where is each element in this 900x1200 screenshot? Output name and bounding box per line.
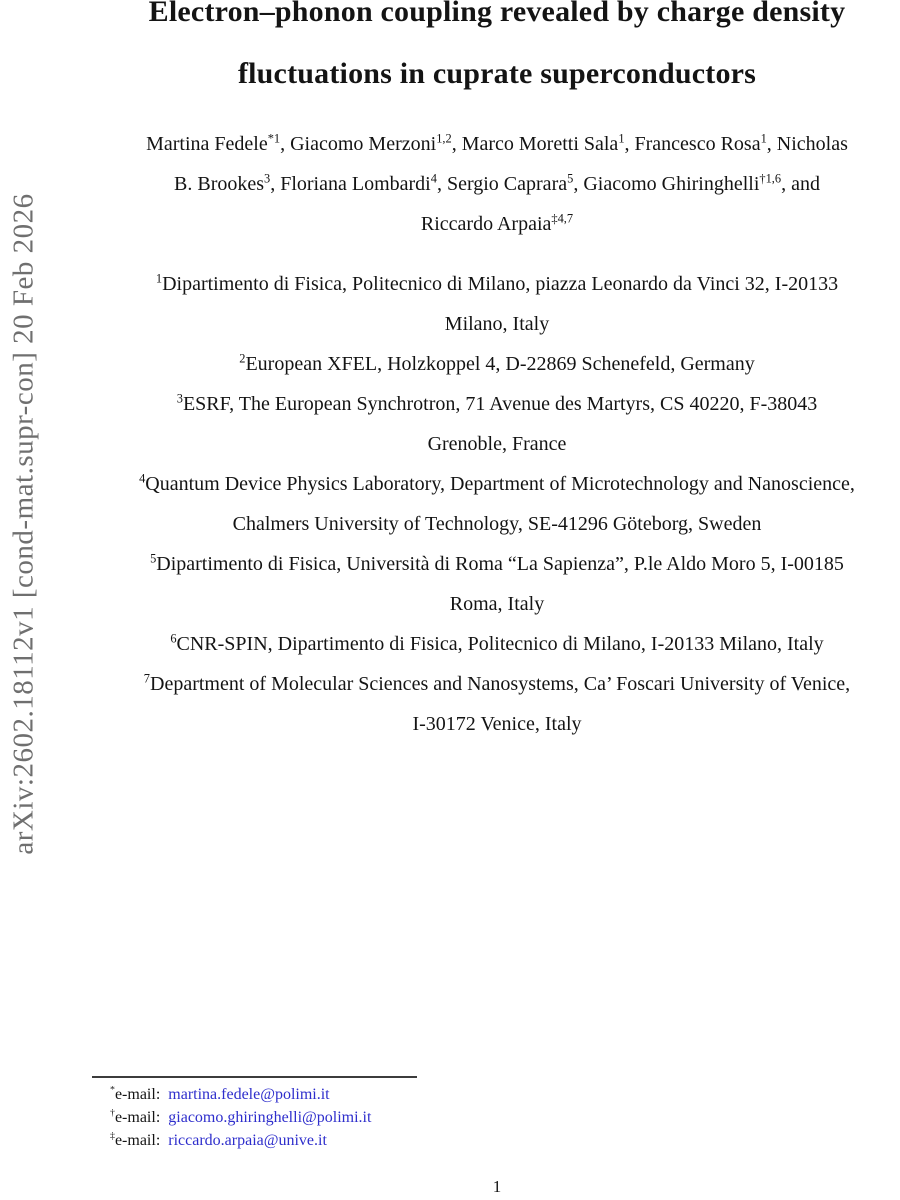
affiliation-text: ESRF, The European Synchrotron, 71 Avenue des Martyrs, CS 40220, F-38043 — [182, 393, 818, 415]
affiliation — [92, 664, 900, 704]
affiliation-sup: 2 — [239, 351, 246, 366]
author-name: , Marco Moretti Sala — [451, 133, 619, 155]
arxiv-watermark: arXiv:2602.18112v1 [cond-mat.supr-con] 20 Feb 2026 — [7, 193, 40, 855]
affiliation-sup: 5 — [150, 551, 157, 566]
footnote-marker: * — [110, 1084, 115, 1096]
email-link[interactable]: giacomo.ghiringhelli@polimi.it — [168, 1109, 372, 1126]
affiliation — [92, 264, 900, 304]
author-name: , Francesco Rosa — [624, 133, 761, 155]
footnote-block — [92, 1076, 612, 1152]
affiliation-continuation: I-30172 Venice, Italy — [412, 713, 582, 735]
title-line-1: Electron–phonon coupling revealed by charge density — [148, 0, 846, 28]
author-name: B. Brookes — [174, 173, 265, 195]
author-name: , Nicholas — [766, 133, 848, 155]
affiliation-text: Department of Molecular Sciences and Nanosystems, Ca’ Foscari University of Venice, — [150, 673, 851, 695]
author-sup: 4 — [430, 171, 437, 186]
footnote-marker: † — [110, 1107, 115, 1119]
footnote — [92, 1106, 612, 1129]
affiliation-continuation: Chalmers University of Technology, SE-41296 Göteborg, Sweden — [232, 513, 762, 535]
affiliation — [92, 344, 900, 384]
title-line-2: fluctuations in cuprate superconductors — [237, 57, 757, 90]
footnote — [92, 1083, 612, 1106]
email-link[interactable]: riccardo.arpaia@unive.it — [168, 1132, 327, 1149]
author-sup: 1 — [760, 131, 767, 146]
affiliation-continuation: Milano, Italy — [444, 313, 550, 335]
author-sup: ‡4,7 — [551, 211, 574, 226]
footnote-marker: ‡ — [110, 1130, 115, 1142]
author-name: , Sergio Caprara — [436, 173, 568, 195]
footnote — [92, 1129, 612, 1152]
affiliation-continuation: Grenoble, France — [427, 433, 567, 455]
footnote-label: e-mail: — [114, 1109, 161, 1126]
affiliation — [92, 544, 900, 584]
affiliation-continuation: Roma, Italy — [449, 593, 545, 615]
author-sup: †1,6 — [759, 171, 782, 186]
affiliation-sup: 1 — [155, 271, 163, 286]
email-link[interactable]: martina.fedele@polimi.it — [168, 1086, 330, 1103]
affiliation — [92, 624, 900, 664]
affiliation-sup: 4 — [139, 471, 146, 486]
paper-title — [92, 0, 900, 105]
author-line — [92, 124, 900, 164]
author-sup: 5 — [567, 171, 574, 186]
page-number: 1 — [492, 1177, 502, 1196]
footnote-label: e-mail: — [114, 1086, 161, 1103]
author-name: , and — [781, 173, 820, 195]
author-sup: 1,2 — [436, 131, 452, 146]
author-line — [92, 204, 900, 244]
affiliation — [92, 384, 900, 424]
author-sup: 3 — [264, 171, 271, 186]
author-name: , Giacomo Merzoni — [280, 133, 437, 155]
affiliation-text: European XFEL, Holzkoppel 4, D-22869 Schenefeld, Germany — [245, 353, 755, 375]
affiliation-sup: 7 — [143, 671, 150, 686]
footnote-label: e-mail: — [114, 1132, 161, 1149]
author-name: Riccardo Arpaia — [420, 213, 552, 235]
paper-content — [92, 0, 900, 744]
footnote-rule — [92, 1076, 417, 1078]
author-list — [92, 124, 900, 244]
affiliation-sup: 6 — [170, 631, 177, 646]
affiliation-sup: 3 — [176, 391, 183, 406]
affiliation — [92, 464, 900, 504]
author-name: Martina Fedele — [146, 133, 268, 155]
affiliation-text: Dipartimento di Fisica, Politecnico di Milano, piazza Leonardo da Vinci 32, I-20133 — [162, 273, 839, 295]
affiliation-text: Quantum Device Physics Laboratory, Department of Microtechnology and Nanoscience, — [145, 473, 855, 495]
affiliation-list — [92, 264, 900, 744]
author-name: , Giacomo Ghiringhelli — [573, 173, 760, 195]
author-name: , Floriana Lombardi — [270, 173, 431, 195]
affiliation-text: CNR-SPIN, Dipartimento di Fisica, Politecnico di Milano, I-20133 Milano, Italy — [176, 633, 824, 655]
affiliation-text: Dipartimento di Fisica, Università di Roma “La Sapienza”, P.le Aldo Moro 5, I-00185 — [156, 553, 844, 575]
author-sup: 1 — [618, 131, 625, 146]
author-sup: *1 — [267, 131, 281, 146]
author-line — [92, 164, 900, 204]
